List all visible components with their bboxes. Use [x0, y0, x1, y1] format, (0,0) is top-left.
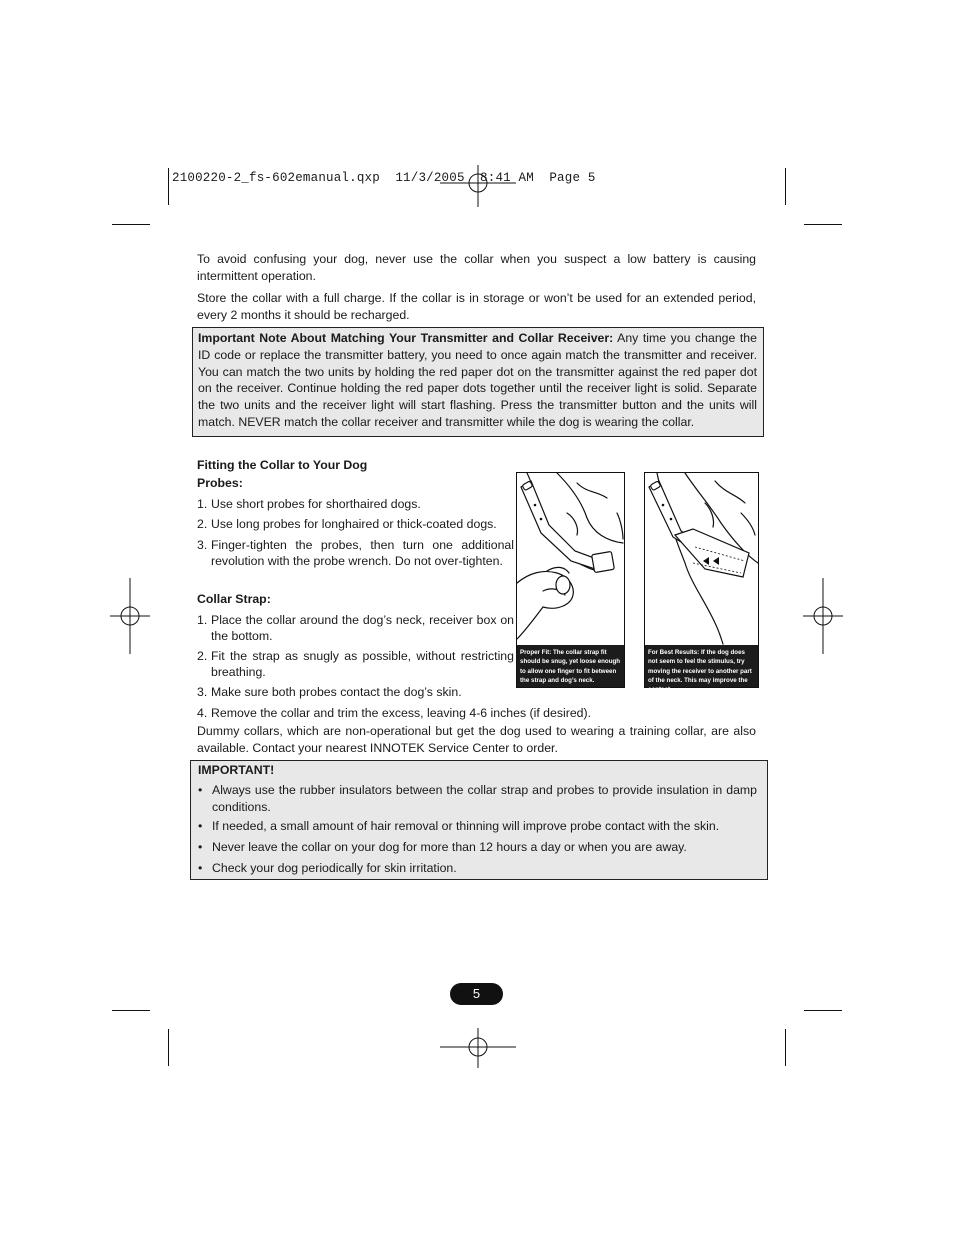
important-item: • If needed, a small amount of hair removal or thinning will improve probe contact with the skin.: [198, 819, 720, 833]
registration-mark-top: [440, 165, 516, 207]
matching-note-title: Important Note About Matching Your Transmitter and Collar Receiver:: [198, 331, 614, 345]
best-results-figure: [644, 472, 759, 694]
proper-fit-caption: Proper Fit: The collar strap fit should be snug, yet loose enough to allow one finger to fit between the strap and dog’s neck.: [517, 645, 624, 687]
proper-fit-figure: [516, 472, 625, 688]
important-item: • Always use the rubber insulators between the collar strap and probes to provide insulation in damp conditions.: [198, 783, 757, 814]
probes-item-1: 1. Use short probes for shorthaired dogs.: [197, 497, 421, 511]
dummy-collars-paragraph: Dummy collars, which are non-operational but get the dog used to wearing a training collar, are also available. Contact your nearest INNOTEK Service Center to order.: [197, 724, 756, 755]
registration-mark-left: [110, 578, 150, 654]
matching-note-body: Any time you change the ID code or replace the transmitter battery, you need to once again match the transmitter and receiver. You can match the two units by holding the red paper dot on the transmitter against the red paper dot on the receiver. Continue holding the red paper dots together until the receiver light is solid. Separate the two units and the receiver light will start flashing. Press the transmitter button and the units will match. NEVER match the collar receiver and transmitter while the dog is wearing the collar.: [198, 331, 757, 429]
important-title: IMPORTANT!: [198, 763, 275, 777]
probes-item-3: 3. Finger-tighten the probes, then turn one additional revolution with the probe wrench. Do not over-tighten.: [197, 538, 514, 568]
bullet-icon: •: [198, 783, 203, 797]
important-item: • Never leave the collar on your dog for more than 12 hours a day or when you are away.: [198, 840, 687, 854]
important-box: [190, 760, 768, 880]
bullet-icon: •: [198, 861, 203, 875]
probes-heading: Probes:: [197, 476, 243, 490]
strap-item-2: 2. Fit the strap as snugly as possible, without restricting breathing.: [197, 649, 514, 679]
important-item: • Check your dog periodically for skin irritation.: [198, 861, 457, 875]
fitting-heading: Fitting the Collar to Your Dog: [197, 458, 368, 472]
matching-note-box: [192, 327, 764, 437]
bullet-icon: •: [198, 819, 203, 833]
strap-item-1: 1. Place the collar around the dog’s neck, receiver box on the bottom.: [197, 613, 514, 643]
collar-strap-heading: Collar Strap:: [197, 592, 271, 606]
intro-paragraph-battery: To avoid confusing your dog, never use the collar when you suspect a low battery is causing intermittent operation.: [197, 252, 756, 283]
strap-item-4: 4. Remove the collar and trim the excess, leaving 4-6 inches (if desired).: [197, 706, 592, 720]
probes-item-2: 2. Use long probes for longhaired or thick-coated dogs.: [197, 517, 497, 531]
registration-mark-right: [803, 578, 843, 654]
best-results-caption: For Best Results: If the dog does not seem to feel the stimulus, try moving the receiver to another part of the neck. This may improve the contact.: [645, 645, 758, 687]
printer-slug: 2100220-2_fs-602emanual.qxp 11/3/2005 8:41 AM Page 5: [172, 171, 596, 185]
intro-paragraph-storage: Store the collar with a full charge. If the collar is in storage or won’t be used for an extended period, every 2 months it should be recharged.: [197, 291, 756, 322]
bullet-icon: •: [198, 840, 203, 854]
registration-mark-bottom: [440, 1028, 516, 1068]
proper-fit-illustration: [517, 473, 624, 644]
best-results-illustration: [645, 473, 758, 644]
page-number: 5: [450, 983, 503, 1005]
strap-item-3: 3. Make sure both probes contact the dog’s skin.: [197, 685, 462, 699]
